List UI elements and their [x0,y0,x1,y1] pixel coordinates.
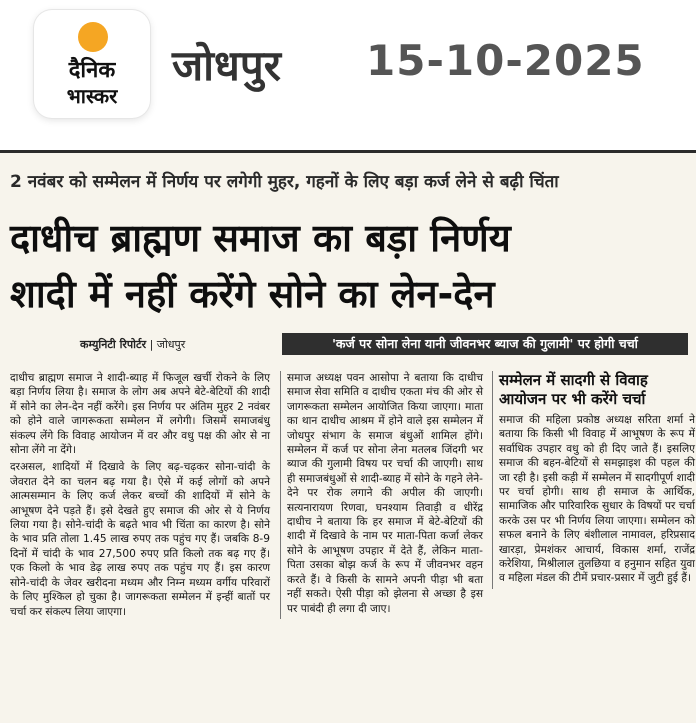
header [0,0,696,130]
paragraph: समाज अध्यक्ष पवन आसोपा ने बताया कि दाधीच समाज सेवा समिति व दाधीच एकता मंच की ओर से जागरूकता सम्मेलन आयोजित किया जाएगा। माता का थान दाधीच आश्रम में होने वाले इस सम्मेलन में जोधपुर संभाग के समाज बंधुओं शामिल होंगे। सम्मेलन में कर्ज पर सोना लेना मतलब जिंदगी भर ब्याज की गुलामी विषय पर चर्चा की जाएगी। साथ ही समाजबंधुओं से शादी-ब्याह में सोने के गहने लेने-देने पर रोक लगाने की अपील की जाएगी। सत्यनारायण रिणवा, घनश्याम तिवाड़ी व धीरेंद्र दाधीच ने बताया कि हर समाज में बेटे-बेटियों की शादी में दिखावे के नाम पर माता-पिता कर्जा लेकर सोने के आभूषण उपहार में देते हैं, लेकिन माता-पिता उसका बोझ कर्ज के रूप में जीवनभर वहन करते हैं। वे किसी के सामने अपनी पीड़ा भी बता नहीं सकते। ऐसी पीड़ा को झेलना से अच्छा है इस पर पाबंदी ही लगा दी जाए। [287,372,483,615]
byline: कम्युनिटी रिपोर्टर | जोधपुर [80,338,186,351]
quote-banner: 'कर्ज पर सोना लेना यानी जीवनभर ब्याज की गुलामी' पर होगी चर्चा [282,333,688,355]
edition-date: 15-10-2025 [366,36,645,85]
paragraph: समाज की महिला प्रकोष्ठ अध्यक्ष सरिता शर्मा ने बताया कि किसी भी विवाह में आभूषण के रूप में सर्वाधिक उपहार वधु को ही दिए जाते हैं। इसलिए समाज की बहन-बेटियों से समझाइश की पहल की जा रही है। इसी कड़ी में सम्मेलन में सादगीपूर्ण शादी पर चर्चा होगी। साथ ही समाज के आर्थिक, सामाजिक और पारिवारिक सुधार के विषयों पर चर्चा करके उस पर भी निर्णय लिया जाएगा। सम्मेलन को सफल बनाने के लिए बंशीलाल नामावल, हरिप्रसाद खारड़ा, प्रेमशंकर आचार्य, विकास शर्मा, राजेंद्र करेशिया, मिश्रीलाल तुलछिया व हनुमान सहित युवा व महिला मंडल की टीमें प्रचार-प्रसार में जुटी हुई हैं। [499,414,695,585]
column-3 [492,371,695,589]
column-subhead: सम्मेलन में सादगी से विवाह आयोजन पर भी करेंगे चर्चा [499,371,648,408]
edition-city: जोधपुर [172,41,281,90]
logo-text-line2: भास्कर [66,84,118,108]
dainik-bhaskar-logo [34,10,150,118]
paragraph: दाधीच ब्राह्मण समाज ने शादी-ब्याह में फिजूल खर्ची रोकने के लिए बड़ा निर्णय लिया है। समाज के लोग अब अपने बेटे-बेटियों की शादी में सोने का लेन-देन नहीं करेंगे। इस निर्णय पर अंतिम मुहर 2 नवंबर को होने वाले जागरूकता सम्मेलन में लगेगी। जिसमें समाजबंधु संकल्प लेंगे कि विवाह आयोजन में वर और वधु पक्ष की ओर से ना सोना लेंगे ना देंगे। [10,372,270,457]
newspaper-clipping [0,150,696,723]
column-2 [280,371,483,619]
paragraph: दरअसल, शादियों में दिखावे के लिए बढ़-चढ़कर सोना-चांदी के जेवरात देने का चलन बढ़ गया है। ऐसे में कई लोगों को अपने आत्मसम्मान के लिए कर्ज लेकर बच्चों की शादियों में सोने के आभूषण देने पड़ते हैं। इसे देखते हुए समाज की ओर से ये निर्णय लिया गया है। सोने-चांदी के बढ़ते भाव भी चिंता का कारण है। सोने के भाव प्रति तोला 1.45 लाख रुपए तक पहुंच गए हैं। जबकि 8-9 दिनों में चांदी के भाव 27,500 रुपए प्रति किलो तक बढ़ गए हैं। एक किलो के भाव डेढ़ लाख रुपए तक पहुंच गए हैं। इस कारण सोने-चांदी के जेवर खरीदना मध्यम और निम्न मध्यम वर्गीय परिवारों के लिए मुश्किल हो चुका है। जागरूकता सम्मेलन में इन्हीं बातों पर चर्चा कर संकल्प लिया जाएगा। [10,461,270,618]
headline-line-1: दाधीच ब्राह्मण समाज का बड़ा निर्णय [10,216,511,260]
kicker: 2 नवंबर को सम्मेलन में निर्णय पर लगेगी मुहर, गहनों के लिए बड़ा कर्ज लेने से बढ़ी चिंता [10,172,559,192]
byline-place: जोधपुर [156,338,186,351]
column-1 [10,371,270,622]
logo-text-line1: दैनिक [68,58,116,83]
byline-reporter: कम्युनिटी रिपोर्टर [80,338,147,351]
headline-line-2: शादी में नहीं करेंगे सोने का लेन-देन [10,272,495,316]
sun-icon [78,22,108,52]
